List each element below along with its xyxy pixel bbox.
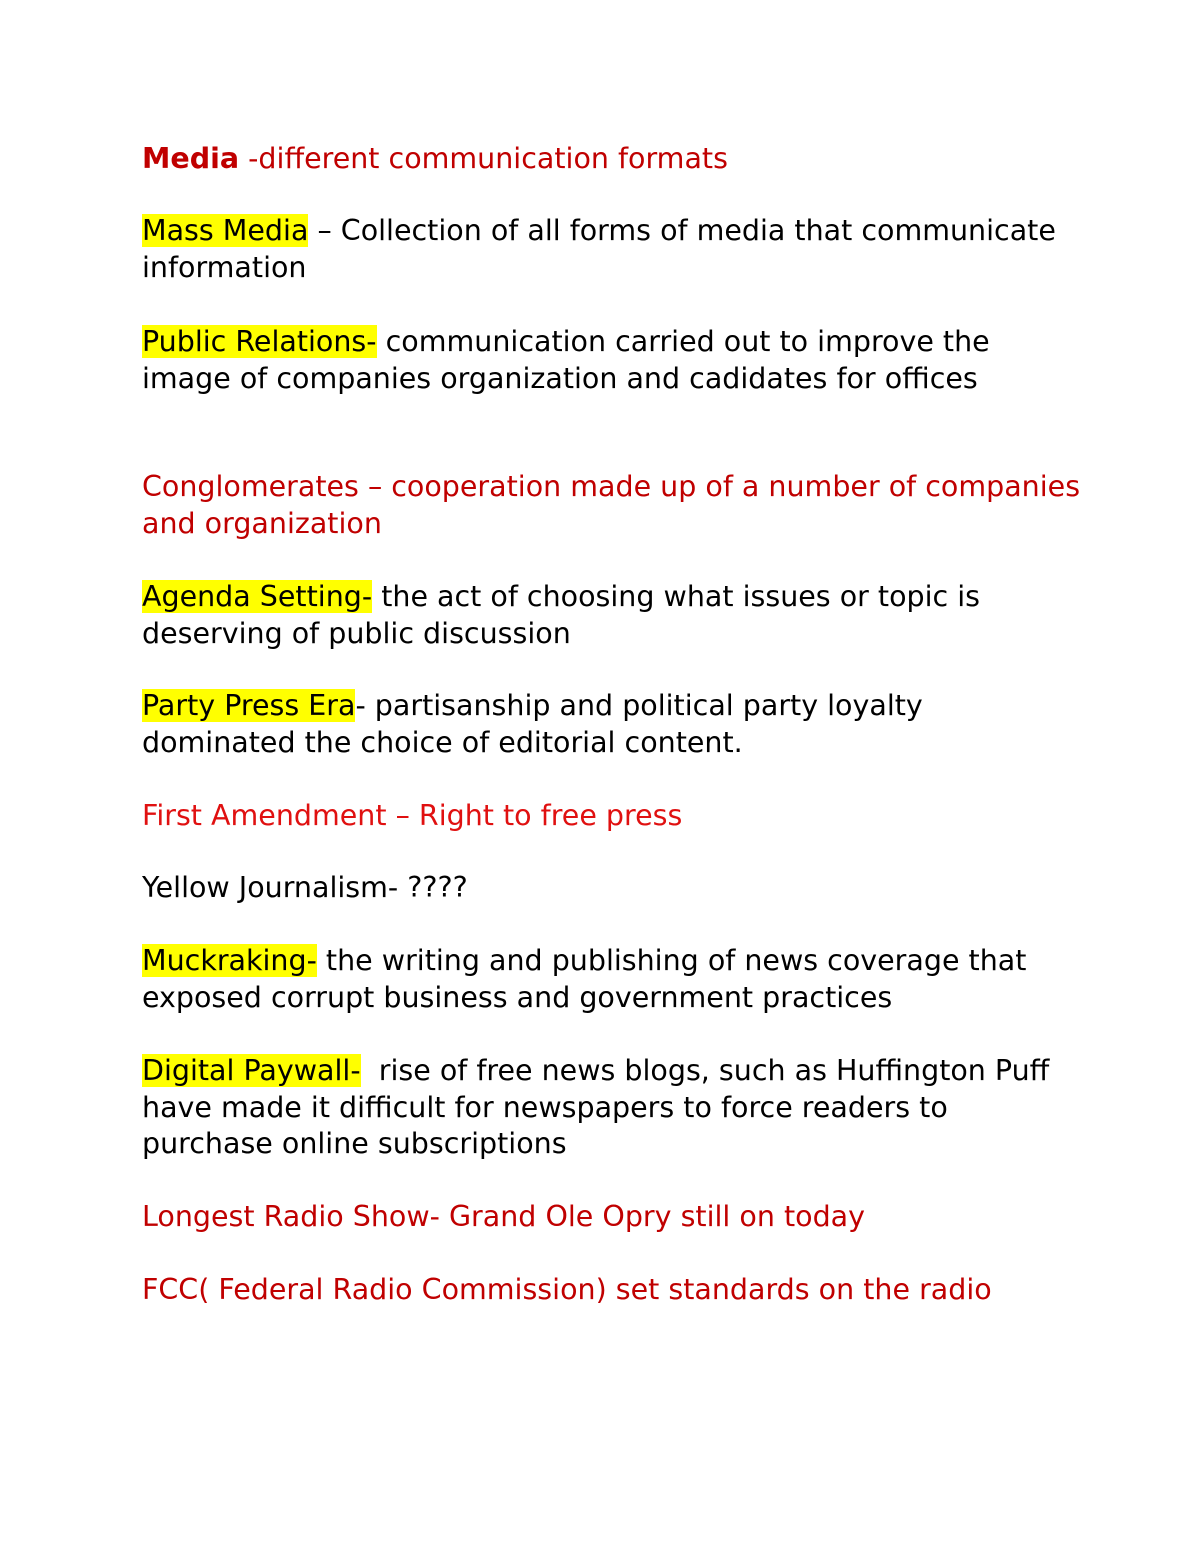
definition-longest-radio-show: Longest Radio Show- Grand Ole Opry still on today	[142, 1200, 865, 1233]
entry-conglomerates	[142, 469, 1082, 542]
term-media: Media	[142, 142, 240, 175]
entry-digital-paywall	[142, 1053, 1082, 1163]
term-muckraking: Muckraking-	[142, 944, 317, 977]
definition-yellow-journalism: Yellow Journalism- ????	[142, 871, 468, 904]
definition-digital-paywall: rise of free news blogs, such as Huffington Puff have made it difficult for newspapers to force readers to purchase online subscriptions	[142, 1054, 1059, 1160]
entry-public-relations	[142, 324, 1082, 397]
entry-first-amendment	[142, 798, 1082, 835]
entry-media	[142, 141, 1082, 178]
term-mass-media: Mass Media	[142, 214, 309, 247]
definition-media: -different communication formats	[239, 142, 728, 175]
definition-first-amendment: First Amendment – Right to free press	[142, 799, 683, 832]
definition-fcc: FCC( Federal Radio Commission) set standards on the radio	[142, 1273, 992, 1306]
term-party-press-era: Party Press Era	[142, 689, 356, 722]
entry-agenda-setting	[142, 579, 1082, 652]
entry-party-press-era	[142, 688, 1082, 761]
entry-fcc	[142, 1272, 1082, 1309]
entry-yellow-journalism	[142, 870, 1082, 907]
definition-party-press-era: - partisanship and political party loyalty dominated the choice of editorial content.	[142, 689, 923, 759]
entry-muckraking	[142, 943, 1082, 1016]
definition-muckraking: the writing and publishing of news coverage that exposed corrupt business and government practices	[142, 944, 1027, 1014]
entry-longest-radio-show	[142, 1199, 1082, 1236]
definition-agenda-setting: the act of choosing what issues or topic is deserving of public discussion	[142, 580, 981, 650]
term-public-relations: Public Relations-	[142, 325, 377, 358]
term-digital-paywall: Digital Paywall-	[142, 1054, 361, 1087]
definition-public-relations: communication carried out to improve the image of companies organization and cadidates for offices	[142, 325, 990, 395]
definition-mass-media: – Collection of all forms of media that communicate information	[142, 214, 1056, 284]
definition-conglomerates: Conglomerates – cooperation made up of a number of companies and organization	[142, 470, 1081, 540]
term-agenda-setting: Agenda Setting-	[142, 580, 373, 613]
entry-mass-media	[142, 213, 1082, 286]
